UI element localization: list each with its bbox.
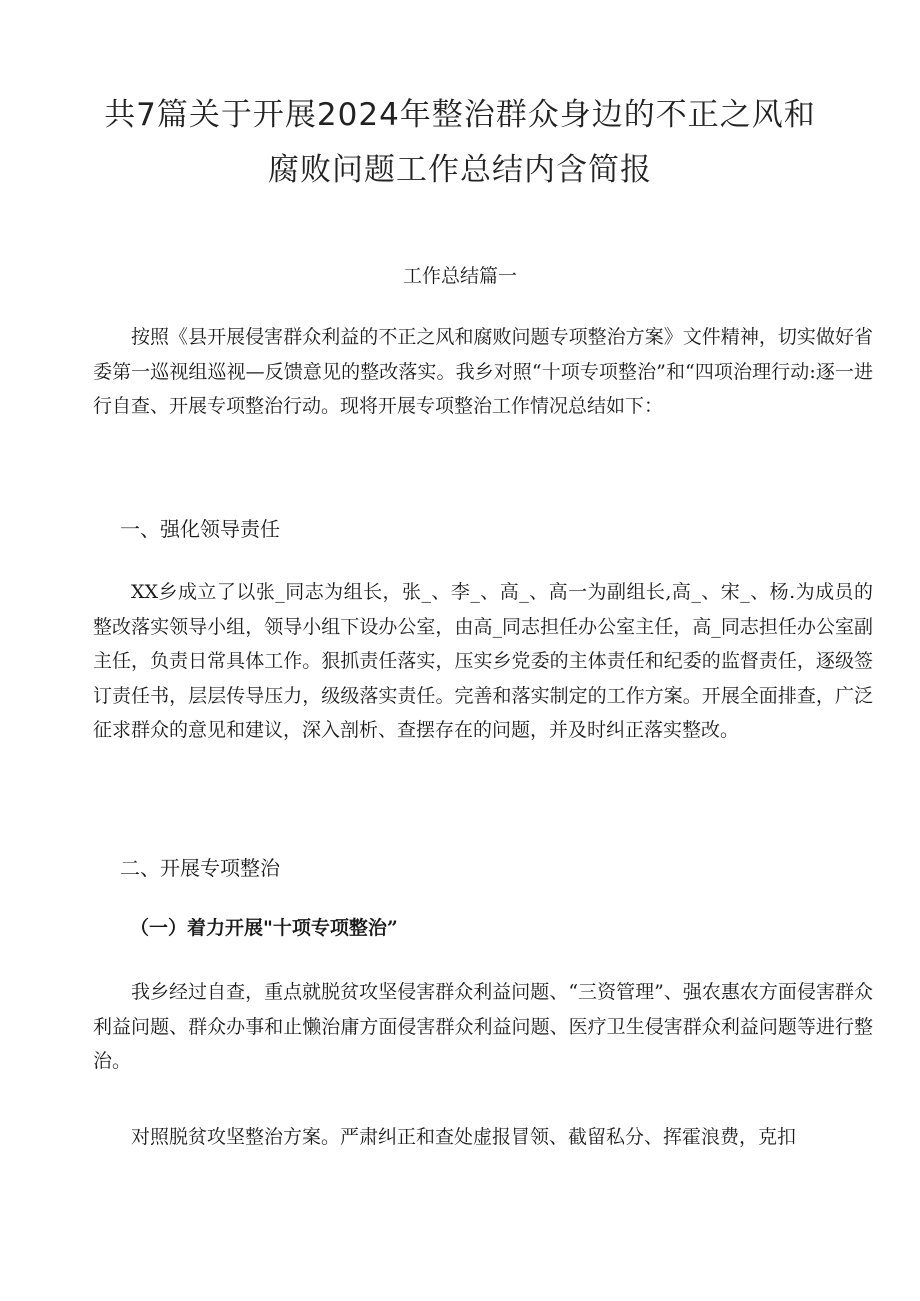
paragraph-intro: 按照《县开展侵害群众利益的不正之风和腐败问题专项整治方案》文件精神，切实做好省委第一巡视组巡视—反馈意见的整改落实。我乡对照“十项专项整治”和“四项治理行动:逐一进行自查、开展专项整治行动。现将开展专项整治工作情况总结如下：: [93, 326, 873, 417]
paragraph-leadership: XX乡成立了以张_同志为组长，张_、李_、高_、高一为副组长,高_、宋_、杨.为成员的整改落实领导小组，领导小组下设办公室，由高_同志担任办公室主任，高_同志担任办公室副主任，负责日常具体工作。狠抓责任落实，压实乡党委的主体责任和纪委的监督责任，逐级签订责任书，层层传导压力，级级落实责任。完善和落实制定的工作方案。开展全面排查，广泛征求群众的意见和建议，深入剖析、查摆存在的问题，并及时纠正落实整改。: [93, 581, 873, 741]
paragraph-poverty-plan: 对照脱贫攻坚整治方案。严肃纠正和查处虚报冒领、截留私分、挥霍浪费，克扣: [131, 1126, 797, 1148]
heading-special-rectification: 二、开展专项整治: [120, 856, 280, 880]
subheading-ten-rectifications: （一）着力开展"十项专项整治”: [130, 917, 398, 939]
section-title: 工作总结篇一: [402, 265, 517, 287]
document-title-line-1: 共7篇关于开展2024年整治群众身边的不正之风和: [104, 97, 816, 133]
document-title: [60, 88, 860, 198]
heading-leadership: 一、强化领导责任: [120, 517, 280, 541]
paragraph-self-inspection: 我乡经过自查，重点就脱贫攻坚侵害群众利益问题、“三资管理”、强农惠农方面侵害群众利益问题、群众办事和止懒治庸方面侵害群众利益问题、医疗卫生侵害群众利益问题等进行整治。: [93, 981, 873, 1072]
document-title-line-2: 腐败问题工作总结内含简报: [268, 152, 652, 188]
